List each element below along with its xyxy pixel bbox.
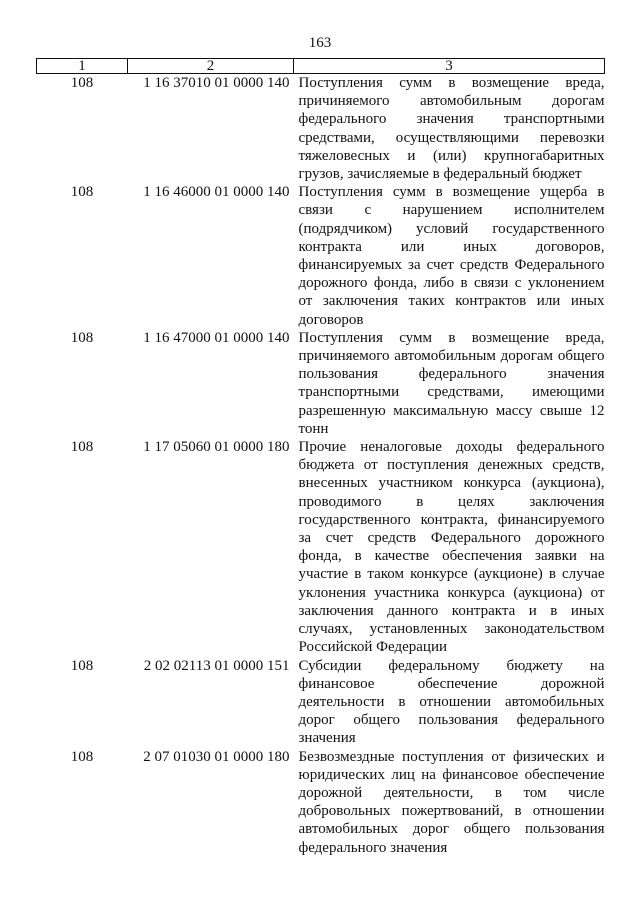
- column-header-1: 1: [37, 59, 128, 74]
- revenue-description: Поступления сумм в возмещение вреда, причиняемого автомобильным дорогам общего пользования федерального значения транспортными средствами, имеющими разрешенную максимальную массу свыше 12 тонн: [298, 329, 605, 437]
- administrator-code: 108: [70, 748, 94, 765]
- administrator-code: 108: [70, 75, 94, 91]
- table-header: [37, 59, 605, 74]
- budget-classification-code: 1 16 47000 01 0000 140: [143, 329, 290, 346]
- page-number: 163: [308, 35, 332, 51]
- column-header-2: 2: [128, 59, 294, 74]
- administrator-code: 108: [70, 329, 94, 346]
- table-body: [37, 74, 605, 857]
- budget-classification-code: 2 02 02113 01 0000 151: [143, 657, 290, 674]
- budget-classification-code: 1 16 37010 01 0000 140: [143, 75, 290, 91]
- table-row: [37, 74, 605, 184]
- administrator-code: 108: [70, 439, 94, 456]
- revenue-description: Прочие неналоговые доходы федерального бюджета от поступления денежных средств, внесенных участником конкурса (аукциона), проводимого в целях заключения государственного контракта, финансируемого за счет средств Федерального дорожного фонда, в качестве обеспечения заявки на участие в таком конкурсе (аукционе) в случае уклонения участника конкурса (аукциона) от заключения данного контракта и в иных случаях, установленных законодательством Российской Федерации: [298, 439, 605, 656]
- table-row: [37, 329, 605, 438]
- table-row: [37, 183, 605, 329]
- revenue-description: Субсидии федеральному бюджету на финансовое обеспечение дорожной деятельности в отношении автомобильных дорог общего пользования федерального значения: [298, 657, 605, 747]
- budget-revenue-table: [36, 58, 605, 857]
- table-row: [37, 657, 605, 748]
- revenue-description: Поступления сумм в возмещение ущерба в связи с нарушением исполнителем (подрядчиком) условий государственного контракта или иных договоров, финансируемых за счет средств Федерального дорожного фонда, либо в связи с уклонением от заключения таких контрактов или иных договоров: [298, 184, 605, 328]
- revenue-description: Поступления сумм в возмещение вреда, причиняемого автомобильным дорогам федерального значения транспортными средствами, осуществляющими перевозки тяжеловесных и (или) крупногабаритных грузов, зачисляемые в федеральный бюджет: [298, 75, 605, 183]
- table-row: [37, 748, 605, 857]
- budget-classification-code: 2 07 01030 01 0000 180: [143, 748, 290, 765]
- administrator-code: 108: [70, 657, 94, 674]
- administrator-code: 108: [70, 184, 94, 201]
- revenue-description: Безвозмездные поступления от физических и юридических лиц на финансовое обеспечение дорожной деятельности, в том числе добровольных пожертвований, в отношении автомобильных дорог общего пользования федерального значения: [298, 748, 605, 856]
- table-header-row: [37, 59, 605, 74]
- table-row: [37, 438, 605, 656]
- budget-classification-code: 1 17 05060 01 0000 180: [143, 439, 290, 456]
- budget-classification-code: 1 16 46000 01 0000 140: [143, 184, 290, 201]
- column-header-3: 3: [294, 59, 605, 74]
